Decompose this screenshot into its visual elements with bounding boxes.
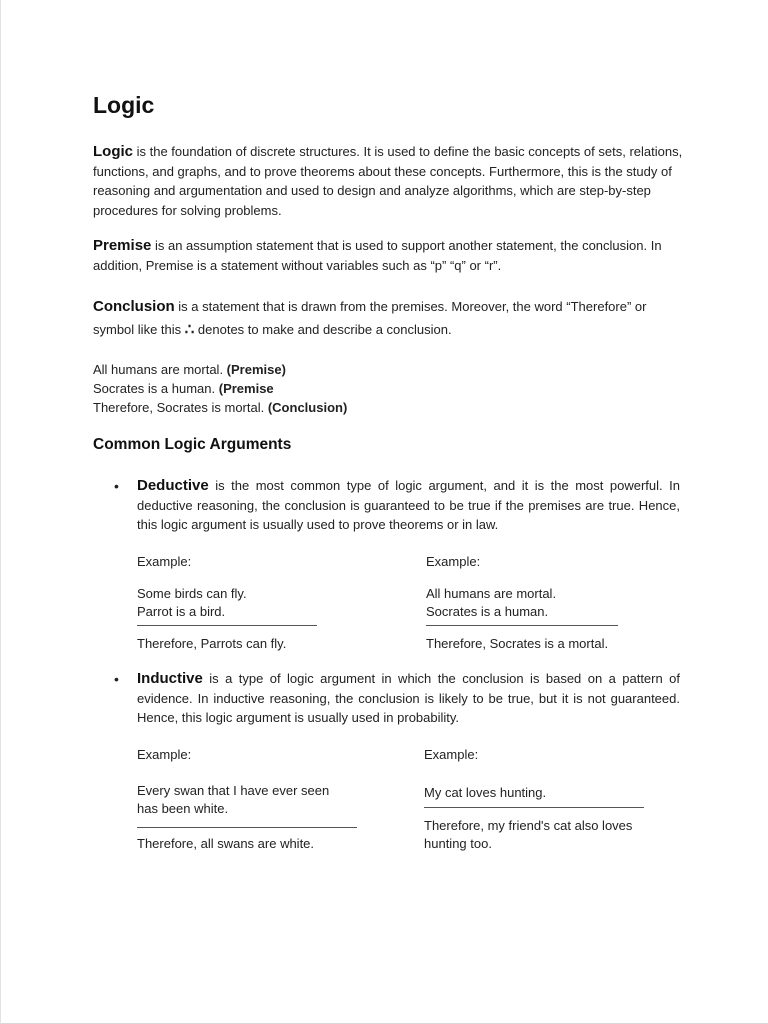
inductive-example-right-premise: My cat loves hunting. — [424, 785, 547, 800]
divider-line — [137, 827, 357, 828]
inductive-example-left-premises: Every swan that I have ever seen has been white. — [137, 783, 330, 816]
deductive-example-right-premises: All humans are mortal. Socrates is a human. — [426, 586, 557, 619]
logic-definition: is the foundation of discrete structures. It is used to define the basic concepts of sets, relations, functions, and graphs, and to prove theorems about these concepts. Furthermore, this is the study of reasoning and argumentation and used to design and analyze algorithms, which are step-by-step procedures for solving problems. — [93, 144, 683, 218]
logic-paragraph — [93, 142, 683, 220]
conclusion-definition-part2: denotes to make and describe a conclusion. — [194, 322, 452, 337]
bullet-icon: • — [114, 478, 119, 494]
deductive-paragraph — [137, 476, 680, 535]
divider-line — [424, 807, 644, 808]
deductive-example-right-conclusion: Therefore, Socrates is a mortal. — [426, 636, 609, 651]
syllogism-line: Socrates is a human. (Premise — [93, 381, 274, 396]
premise-term: Premise — [93, 237, 152, 254]
inductive-example-right-conclusion: Therefore, my friend's cat also loves hunting too. — [424, 818, 633, 851]
bullet-icon: • — [114, 671, 119, 687]
section-heading: Common Logic Arguments — [93, 436, 292, 453]
inductive-term: Inductive — [137, 670, 203, 687]
conclusion-term: Conclusion — [93, 298, 175, 315]
therefore-symbol: ∴ — [184, 321, 195, 338]
inductive-example-left-conclusion: Therefore, all swans are white. — [137, 836, 315, 851]
inductive-paragraph — [137, 669, 680, 728]
premise-paragraph — [93, 236, 683, 275]
divider-line — [426, 625, 618, 626]
syllogism-line: Therefore, Socrates is mortal. (Conclusion) — [93, 400, 348, 415]
inductive-example-left-label: Example: — [137, 747, 192, 762]
logic-term: Logic — [93, 143, 133, 160]
deductive-term: Deductive — [137, 477, 209, 494]
deductive-example-left-label: Example: — [137, 554, 192, 569]
conclusion-paragraph — [93, 295, 683, 341]
deductive-example-left-premises: Some birds can fly. Parrot is a bird. — [137, 586, 247, 619]
divider-line — [137, 625, 317, 626]
deductive-example-right-label: Example: — [426, 554, 481, 569]
inductive-definition: is a type of logic argument in which the conclusion is based on a pattern of evidence. In inductive reasoning, the conclusion is likely to be true, but it is not guaranteed. Hence, this logic argument is usually used in probability. — [137, 671, 680, 725]
premise-definition: is an assumption statement that is used to support another statement, the conclusion. In addition, Premise is a statement without variables such as “p” “q” or “r”. — [93, 238, 662, 273]
page-title: Logic — [93, 92, 155, 118]
syllogism-line: All humans are mortal. (Premise) — [93, 362, 286, 377]
conclusion-definition-part1: is a statement that is drawn from the premises. Moreover, the word “Therefore” or symbol like this — [93, 299, 647, 337]
deductive-example-left-conclusion: Therefore, Parrots can fly. — [137, 636, 287, 651]
deductive-definition: is the most common type of logic argument, and it is the most powerful. In deductive reasoning, the conclusion is guaranteed to be true if the premises are true. Hence, this logic argument is usually used to prove theorems or in law. — [137, 478, 680, 532]
syllogism-example — [93, 360, 347, 417]
inductive-example-right-label: Example: — [424, 747, 479, 762]
